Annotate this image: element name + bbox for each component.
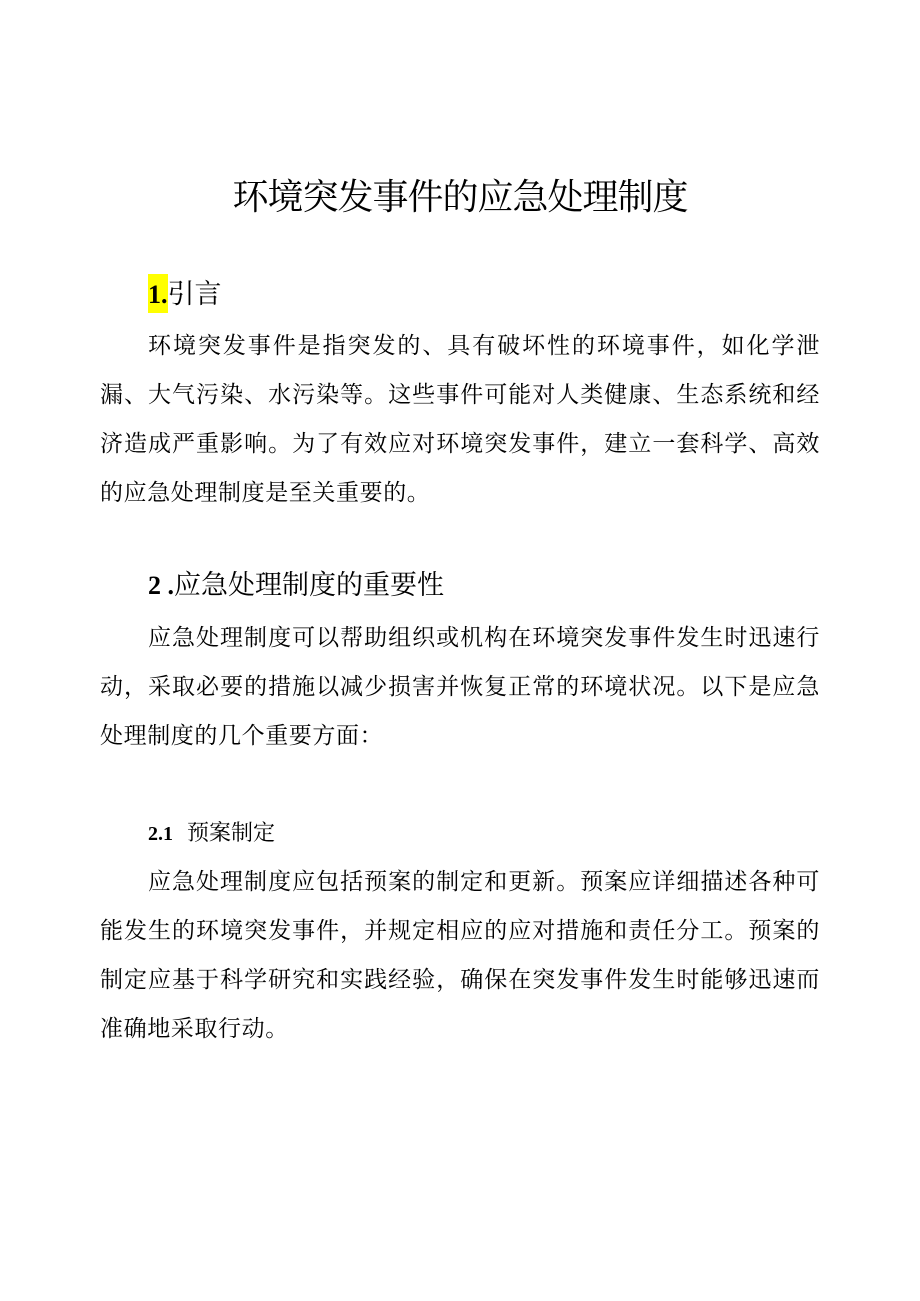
section-heading-introduction	[148, 275, 222, 315]
subsection-number: 2.1	[148, 823, 173, 845]
subsection-paragraph-plan: 应急处理制度应包括预案的制定和更新。预案应详细描述各种可能发生的环境突发事件，并规定相应的应对措施和责任分工。预案的制定应基于科学研究和实践经验，确保在突发事件发生时能够迅速而准确地采取行动。	[100, 869, 820, 1042]
section-paragraph-importance: 应急处理制度可以帮助组织或机构在环境突发事件发生时迅速行动，采取必要的措施以减少损害并恢复正常的环境状况。以下是应急处理制度的几个重要方面：	[100, 625, 820, 749]
section-number: 2 .	[148, 571, 174, 600]
document-title: 环境突发事件的应急处理制度	[232, 177, 688, 218]
section-number-highlighted: 1.	[148, 274, 168, 313]
section-heading-text: 引言	[167, 279, 222, 310]
section-paragraph-introduction: 环境突发事件是指突发的、具有破坏性的环境事件，如化学泄漏、大气污染、水污染等。这些事件可能对人类健康、生态系统和经济造成严重影响。为了有效应对环境突发事件，建立一套科学、高效的应急处理制度是至关重要的。	[100, 333, 820, 506]
subsection-heading-text: 预案制定	[187, 821, 276, 846]
subsection-heading-plan	[148, 817, 275, 851]
section-heading-text: 应急处理制度的重要性	[174, 570, 444, 601]
section-heading-importance	[148, 566, 444, 606]
